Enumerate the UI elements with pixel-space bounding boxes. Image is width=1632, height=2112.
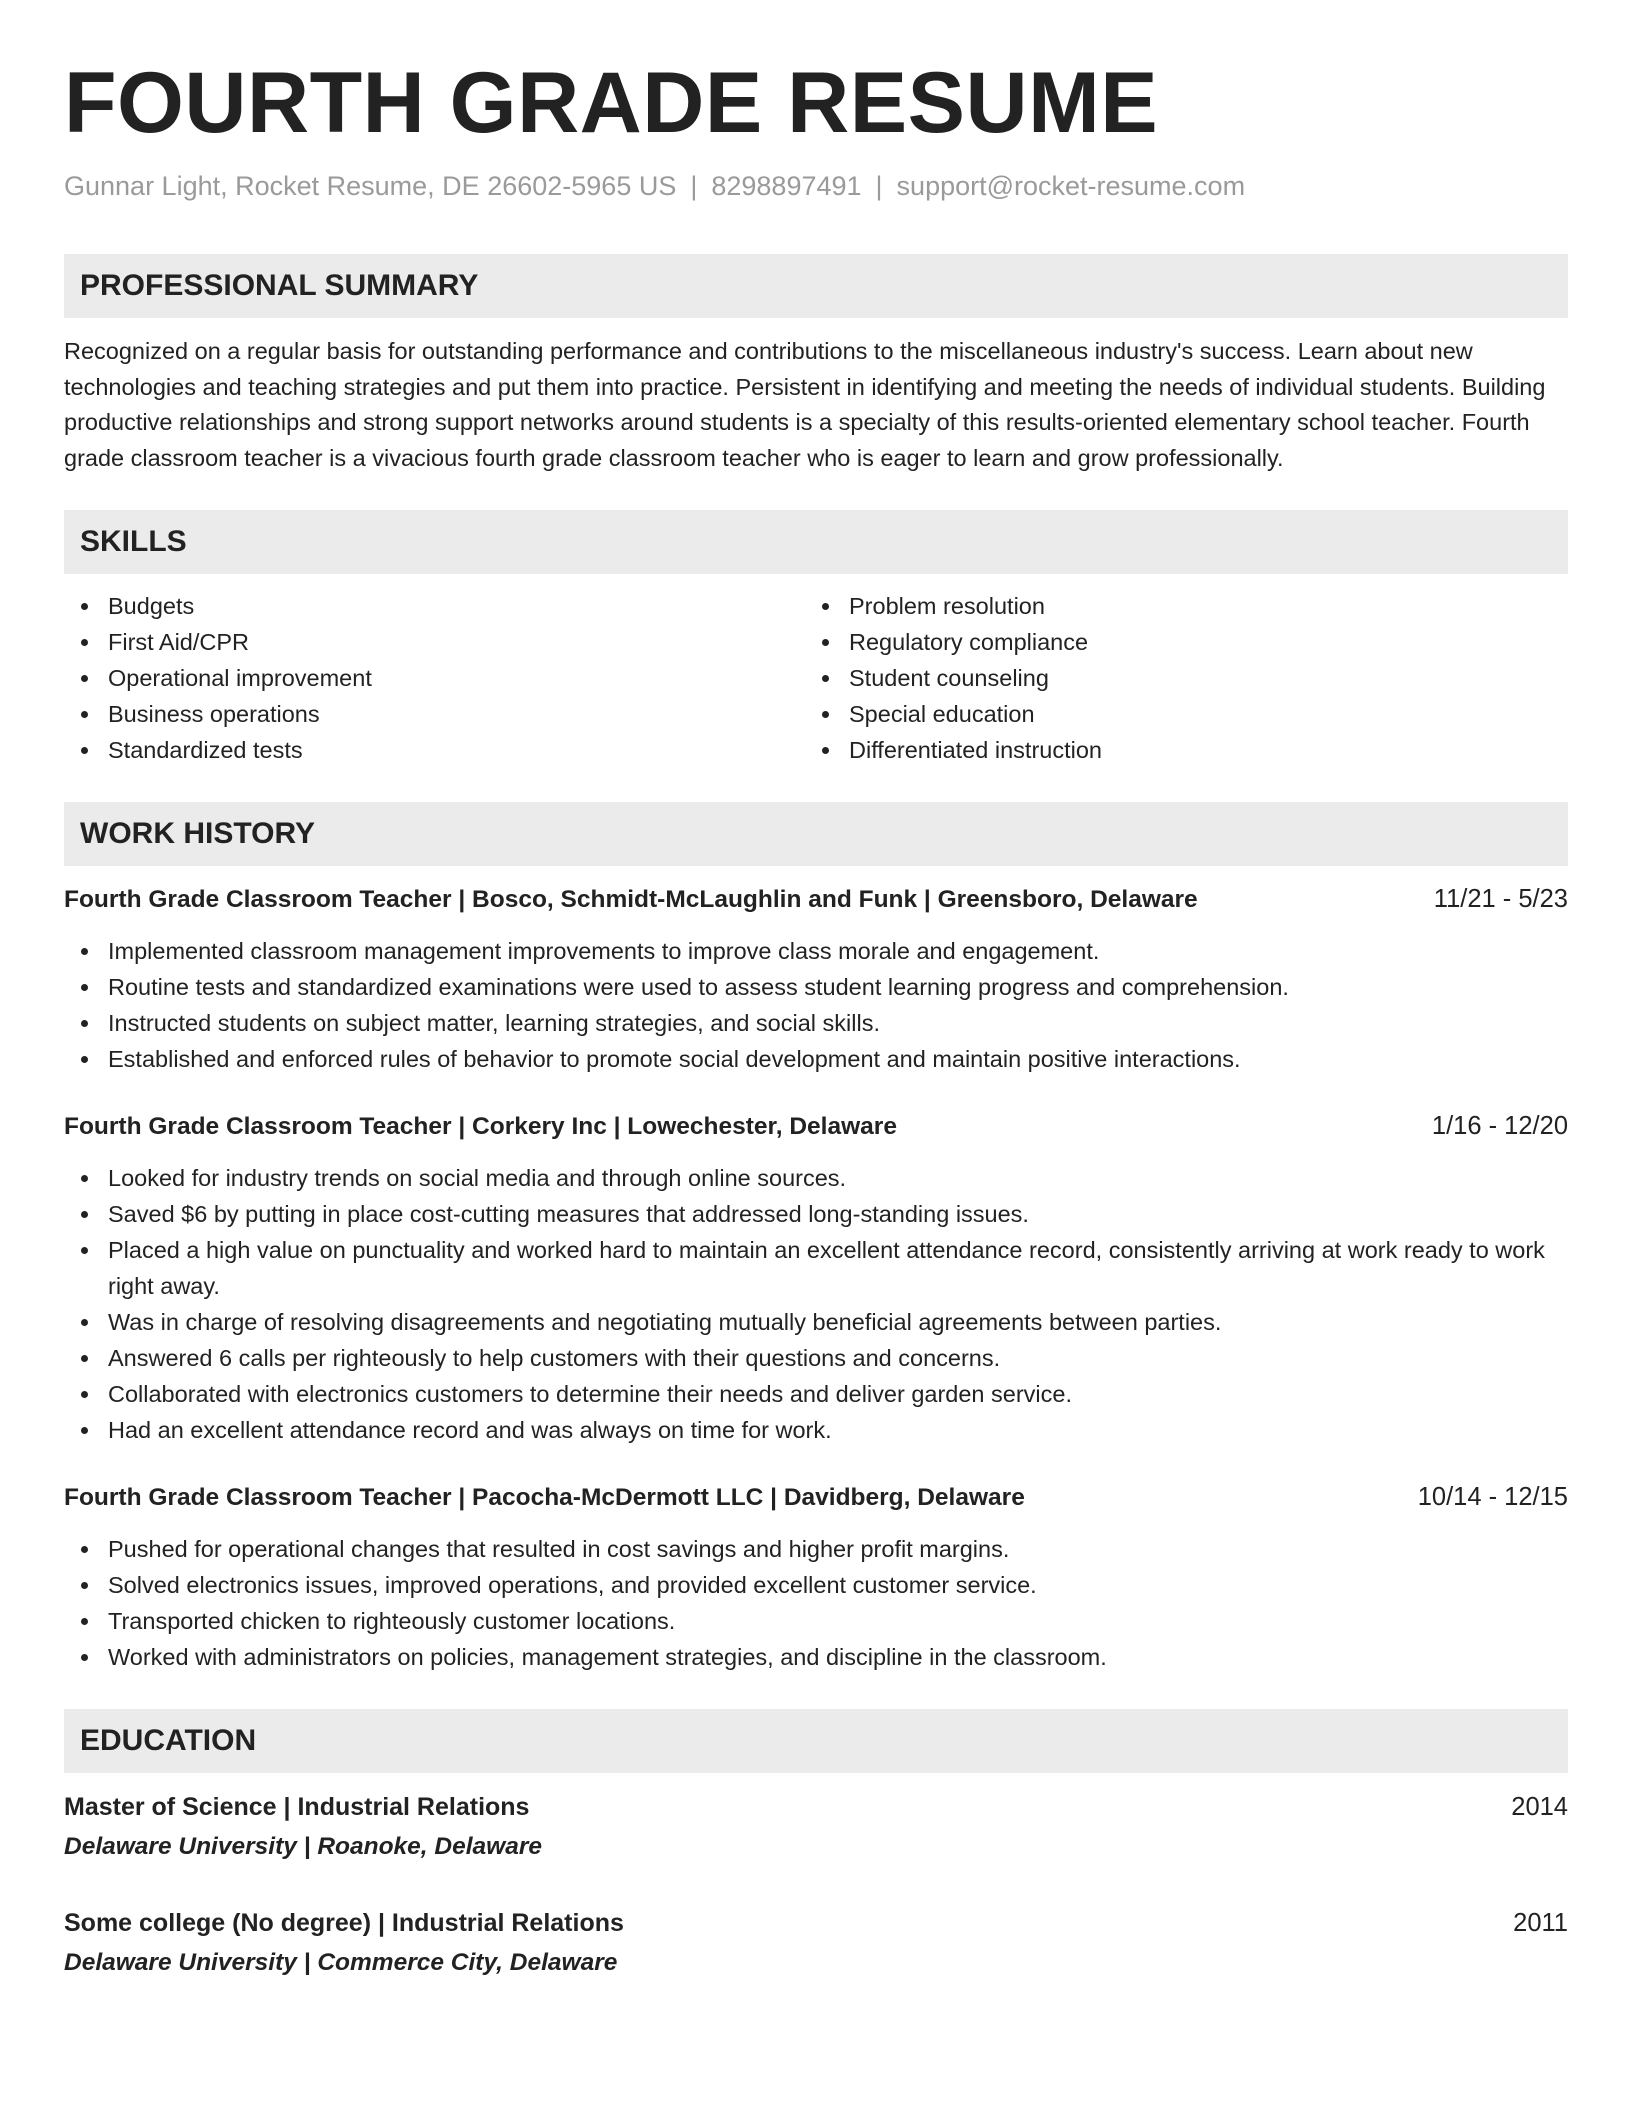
education-entry	[64, 1905, 1568, 1981]
skills-list	[64, 588, 1568, 768]
job-header	[64, 1480, 1568, 1515]
job-bullet: Saved $6 by putting in place cost-cutting measures that addressed long-standing issues.	[64, 1196, 1568, 1232]
skill-item: Standardized tests	[64, 732, 805, 768]
job-header	[64, 882, 1568, 917]
section-heading-education: EDUCATION	[64, 1709, 1568, 1773]
skills-column-left	[64, 588, 805, 768]
resume-page	[64, 55, 1568, 1981]
job-bullet: Routine tests and standardized examinations were used to assess student learning progress and comprehension.	[64, 969, 1568, 1005]
job-header	[64, 1109, 1568, 1144]
job-entry	[64, 1480, 1568, 1675]
skill-item: Operational improvement	[64, 660, 805, 696]
job-title: Fourth Grade Classroom Teacher | Corkery Inc | Lowechester, Delaware	[64, 1113, 897, 1141]
contact-separator: |	[875, 171, 883, 201]
job-bullet: Collaborated with electronics customers to determine their needs and deliver garden service.	[64, 1376, 1568, 1412]
contact-separator: |	[690, 171, 698, 201]
section-heading-summary: PROFESSIONAL SUMMARY	[64, 254, 1568, 318]
job-bullets	[64, 933, 1568, 1077]
education-degree: Master of Science | Industrial Relations	[64, 1793, 530, 1822]
skill-item: Special education	[805, 696, 1546, 732]
job-bullet: Was in charge of resolving disagreements and negotiating mutually beneficial agreements between parties.	[64, 1304, 1568, 1340]
summary-text: Recognized on a regular basis for outstanding performance and contributions to the miscellaneous industry's success. Learn about new technologies and teaching strategies and put them into practice. Persistent in identifying and meeting the needs of individual students. Building productive relationships and strong support networks around students is a specialty of this results-oriented elementary school teacher. Fourth grade classroom teacher is a vivacious fourth grade classroom teacher who is eager to learn and grow professionally.	[64, 338, 1546, 471]
job-bullet: Worked with administrators on policies, management strategies, and discipline in the classroom.	[64, 1639, 1568, 1675]
skills-column-right	[805, 588, 1546, 768]
job-bullet: Transported chicken to righteously customer locations.	[64, 1603, 1568, 1639]
skill-item: Differentiated instruction	[805, 732, 1546, 768]
contact-address: Gunnar Light, Rocket Resume, DE 26602-5965 US	[64, 171, 677, 201]
job-bullet: Placed a high value on punctuality and worked hard to maintain an excellent attendance record, consistently arriving at work ready to work right away.	[64, 1232, 1568, 1304]
job-bullet: Instructed students on subject matter, learning strategies, and social skills.	[64, 1005, 1568, 1041]
education-school: Delaware University | Roanoke, Delaware	[64, 1833, 543, 1861]
education-entry	[64, 1789, 1568, 1865]
job-bullet: Answered 6 calls per righteously to help customers with their questions and concerns.	[64, 1340, 1568, 1376]
resume-title: FOURTH GRADE RESUME	[64, 55, 1159, 151]
job-dates: 10/14 - 12/15	[1417, 1483, 1568, 1512]
education-year: 2014	[1511, 1793, 1568, 1822]
contact-phone: 8298897491	[711, 171, 862, 201]
skill-item: Business operations	[64, 696, 805, 732]
education-header	[64, 1905, 1568, 1941]
contact-line	[64, 170, 1568, 202]
job-title: Fourth Grade Classroom Teacher | Pacocha-McDermott LLC | Davidberg, Delaware	[64, 1484, 1025, 1512]
job-bullet: Solved electronics issues, improved operations, and provided excellent customer service.	[64, 1567, 1568, 1603]
contact-email: support@rocket-resume.com	[896, 171, 1246, 201]
job-title: Fourth Grade Classroom Teacher | Bosco, Schmidt-McLaughlin and Funk | Greensboro, Delaware	[64, 886, 1198, 914]
job-bullet: Looked for industry trends on social media and through online sources.	[64, 1160, 1568, 1196]
skill-item: Problem resolution	[805, 588, 1546, 624]
education-school: Delaware University | Commerce City, Delaware	[64, 1949, 618, 1977]
job-entry	[64, 882, 1568, 1077]
job-bullet: Pushed for operational changes that resulted in cost savings and higher profit margins.	[64, 1531, 1568, 1567]
section-heading-work-history: WORK HISTORY	[64, 802, 1568, 866]
skill-item: Student counseling	[805, 660, 1546, 696]
education-year: 2011	[1513, 1909, 1568, 1938]
job-bullet: Implemented classroom management improvements to improve class morale and engagement.	[64, 933, 1568, 969]
skill-item: First Aid/CPR	[64, 624, 805, 660]
education-header	[64, 1789, 1568, 1825]
job-dates: 11/21 - 5/23	[1433, 885, 1568, 914]
job-bullets	[64, 1160, 1568, 1448]
job-bullets	[64, 1531, 1568, 1675]
education-degree: Some college (No degree) | Industrial Relations	[64, 1909, 624, 1938]
job-bullet: Established and enforced rules of behavior to promote social development and maintain positive interactions.	[64, 1041, 1568, 1077]
section-heading-skills: SKILLS	[64, 510, 1568, 574]
job-dates: 1/16 - 12/20	[1431, 1112, 1568, 1141]
job-bullet: Had an excellent attendance record and was always on time for work.	[64, 1412, 1568, 1448]
skill-item: Regulatory compliance	[805, 624, 1546, 660]
skill-item: Budgets	[64, 588, 805, 624]
job-entry	[64, 1109, 1568, 1448]
